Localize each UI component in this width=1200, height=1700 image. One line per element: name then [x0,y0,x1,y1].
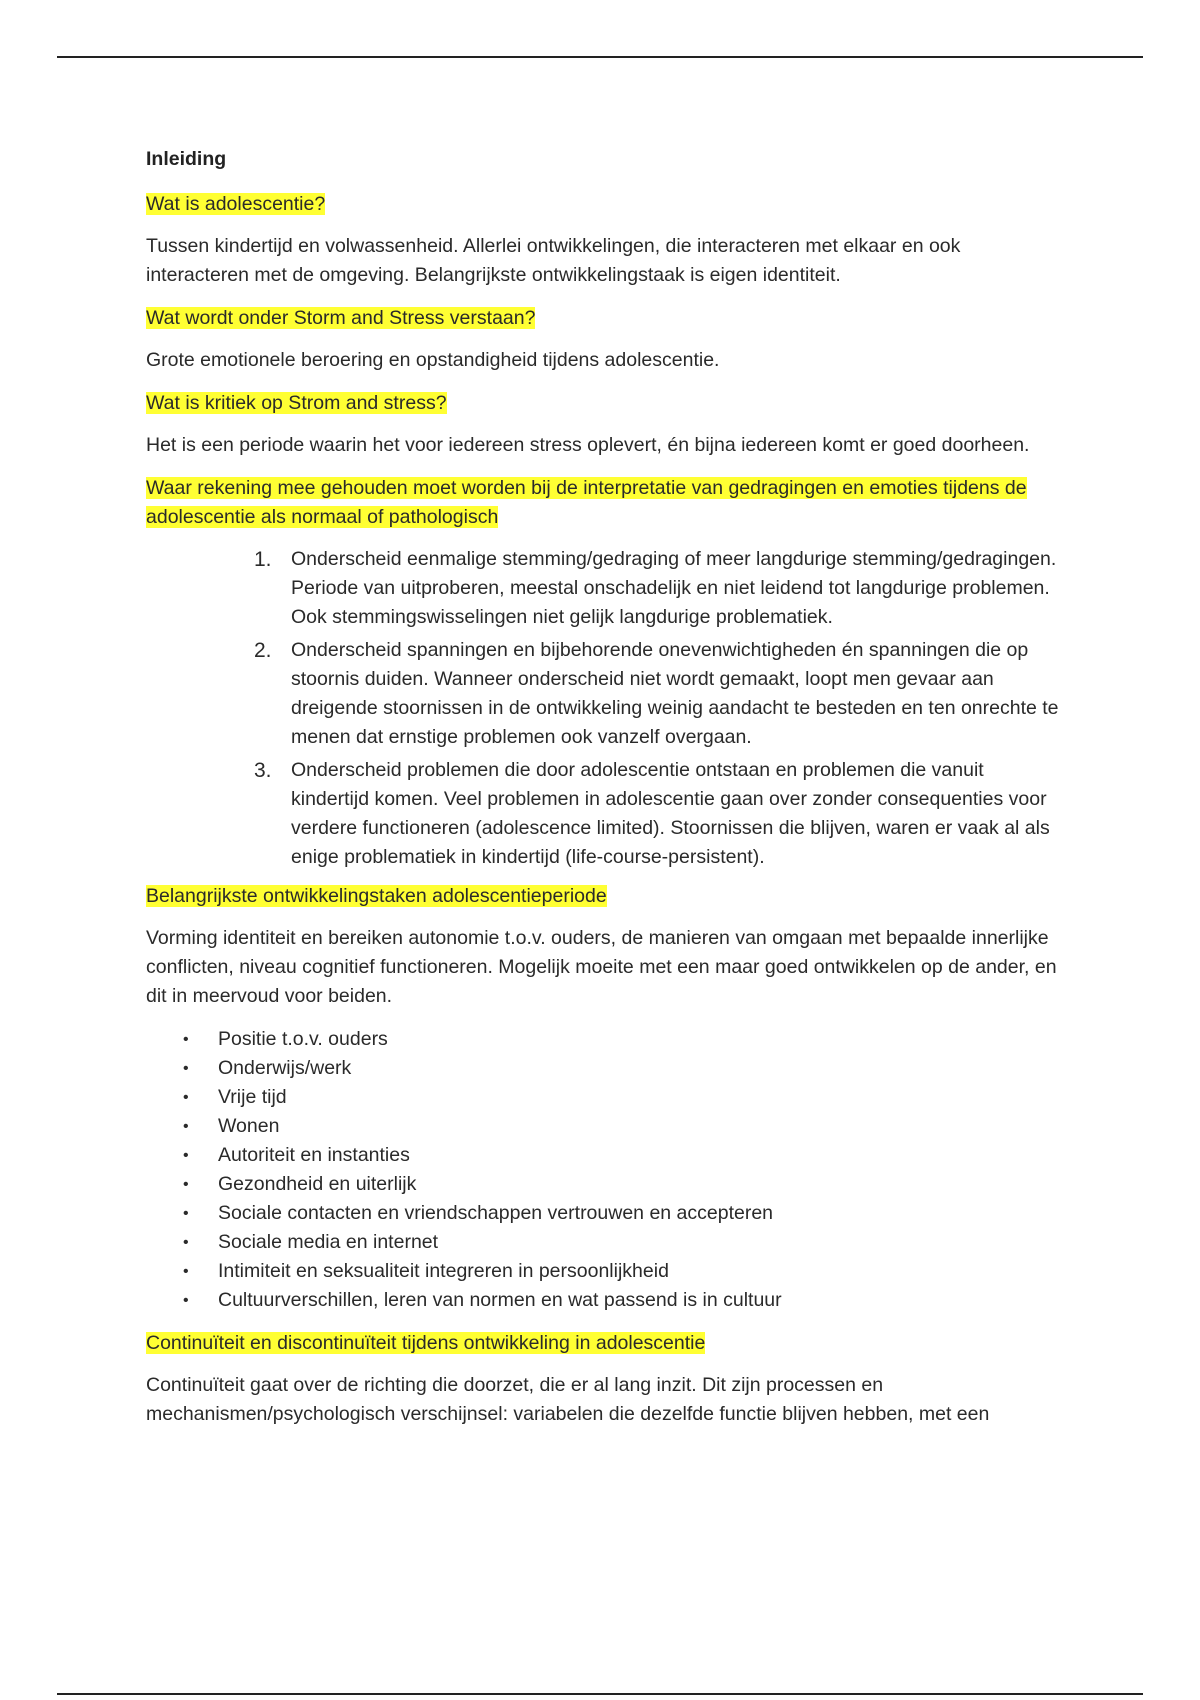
bullet-list-item: • Gezondheid en uiterlijk [183,1173,417,1195]
bullet-list-item: • Sociale contacten en vriendschappen vertrouwen en accepteren [183,1202,774,1224]
document-body [146,145,1061,1443]
answer-paragraph: Continuïteit gaat over de richting die doorzet, die er al lang inzit. Dit zijn processen en mechanismen/psychologisch verschijnsel: variabelen die dezelfde functie blijven hebben, met een [146,1374,990,1425]
question-heading: Wat is kritiek op Strom and stress? [146,392,447,414]
question-heading: Belangrijkste ontwikkelingstaken adolescentieperiode [146,885,607,907]
answer-paragraph: Grote emotionele beroering en opstandigheid tijdens adolescentie. [146,349,720,371]
answer-paragraph: Tussen kindertijd en volwassenheid. Allerlei ontwikkelingen, die interacteren met elkaar en ook interacteren met de omgeving. Belangrijkste ontwikkelingstaak is eigen identiteit. [146,235,961,286]
bullet-list-item: • Wonen [183,1115,280,1137]
answer-paragraph: Vorming identiteit en bereiken autonomie t.o.v. ouders, de manieren van omgaan met bepaalde innerlijke conflicten, niveau cognitief functioneren. Mogelijk moeite met een maar goed ontwikkelen op de ander, en dit in meervoud voor beiden. [146,927,1057,1007]
question-heading: Continuïteit en discontinuïteit tijdens ontwikkeling in adolescentie [146,1332,706,1354]
numbered-list-item: 3. Onderscheid problemen die door adolescentie ontstaan en problemen die vanuit kindertijd komen. Veel problemen in adolescentie gaan over zonder consequenties voor verdere functioneren (adolescence limited). Stoornissen die blijven, waren er vaak al als enige problematiek in kindertijd (life-course-persistent). [254,759,1050,868]
bullet-list-item: • Vrije tijd [183,1086,287,1108]
footer-rule [57,1693,1143,1695]
numbered-list [146,545,1061,872]
bullet-list-item: • Onderwijs/werk [183,1057,352,1079]
bullet-list-item: • Positie t.o.v. ouders [183,1028,388,1050]
numbered-list-item: 2. Onderscheid spanningen en bijbehorende onevenwichtigheden én spanningen die op stoornis duiden. Wanneer onderscheid niet wordt gemaakt, loopt men gevaar aan dreigende stoornissen in de ontwikkeling weinig aandacht te besteden en ten onrechte te menen dat ernstige problemen ook vanzelf overgaan. [254,639,1059,748]
question-heading: Wat wordt onder Storm and Stress verstaan? [146,307,536,329]
header-rule [57,56,1143,58]
question-heading: Waar rekening mee gehouden moet worden bij de interpretatie van gedragingen en emoties tijdens de adolescentie als normaal of pathologisch [146,477,1027,528]
bullet-list-item: • Autoriteit en instanties [183,1144,410,1166]
bullet-list [146,1025,1061,1315]
numbered-list-item: 1. Onderscheid eenmalige stemming/gedraging of meer langdurige stemming/gedragingen. Periode van uitproberen, meestal onschadelijk en niet leidend tot langdurige problemen. Ook stemmingswisselingen niet gelijk langdurige problematiek. [254,548,1057,628]
question-heading: Wat is adolescentie? [146,193,326,215]
answer-paragraph: Het is een periode waarin het voor iedereen stress oplevert, én bijna iedereen komt er goed doorheen. [146,434,1030,456]
bullet-list-item: • Sociale media en internet [183,1231,439,1253]
bullet-list-item: • Intimiteit en seksualiteit integreren in persoonlijkheid [183,1260,669,1282]
bullet-list-item: • Cultuurverschillen, leren van normen en wat passend is in cultuur [183,1289,782,1311]
section-heading: Inleiding [146,148,227,170]
